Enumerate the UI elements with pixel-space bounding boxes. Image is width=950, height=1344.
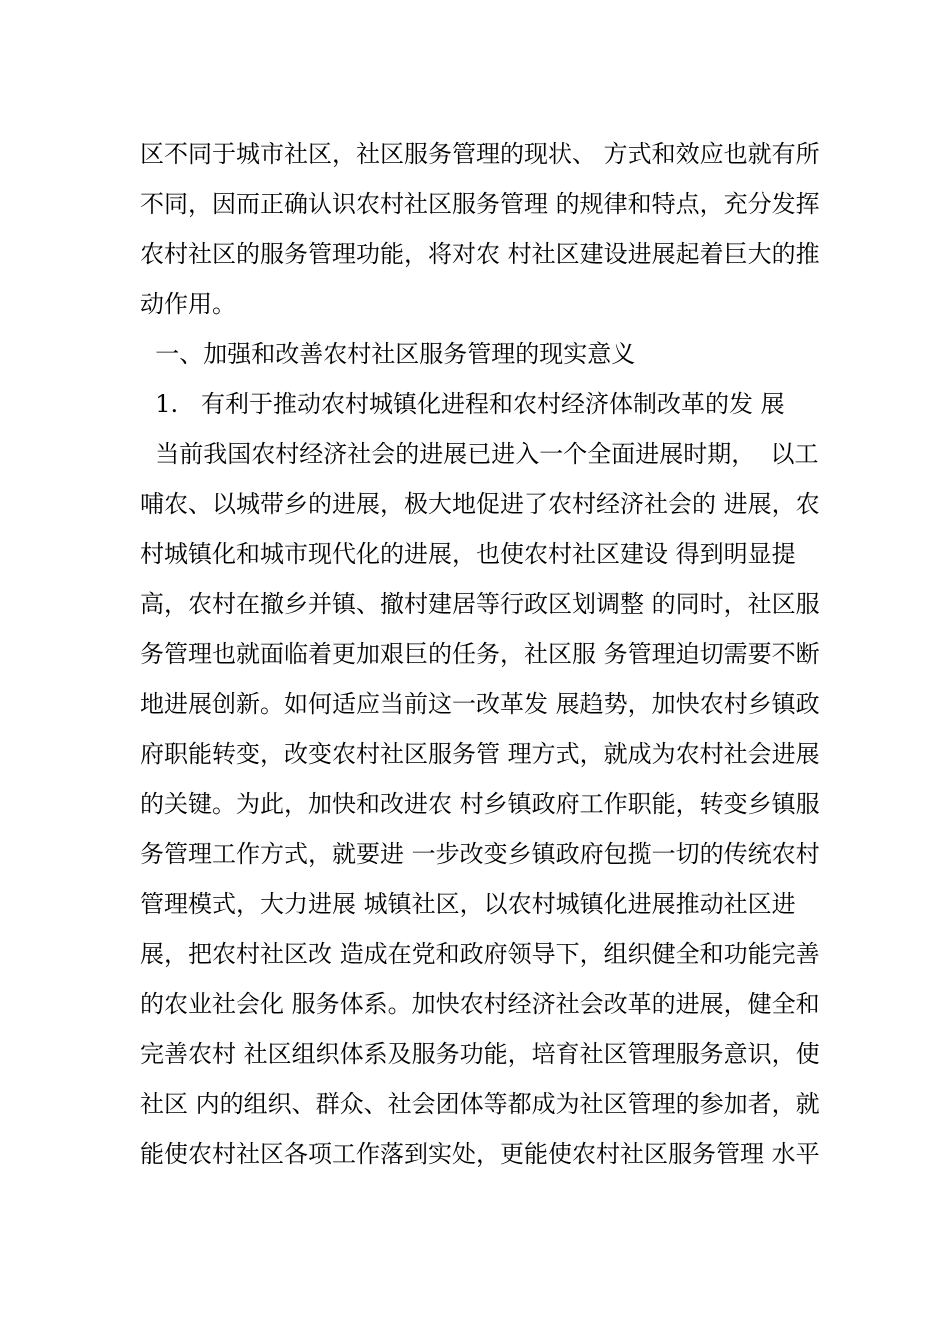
text-line: 管理模式，大力进展 城镇社区，以农村城镇化进展推动社区进 — [140, 890, 796, 918]
text-line: 府职能转变，改变农村社区服务管 理方式，就成为农村社会进展 — [140, 740, 820, 768]
text-line: 农村社区的服务管理功能，将对农 村社区建设进展起着巨大的推 — [140, 240, 820, 268]
section-heading: 一、加强和改善农村社区服务管理的现实意义 — [140, 340, 636, 368]
text-line: 务管理也就面临着更加艰巨的任务，社区服 务管理迫切需要不断 — [140, 640, 820, 668]
text-line: 的农业社会化 服务体系。加快农村经济社会改革的进展，健全和 — [140, 990, 820, 1018]
text-line: 动作用。 — [140, 290, 236, 318]
text-line: 社区 内的组织、群众、社会团体等都成为社区管理的参加者，就 — [140, 1090, 820, 1118]
text-line: 高，农村在撤乡并镇、撤村建居等行政区划调整 的同时，社区服 — [140, 590, 820, 618]
text-line: 不同，因而正确认识农村社区服务管理 的规律和特点，充分发挥 — [140, 190, 820, 218]
text-line: 务管理工作方式，就要进 一步改变乡镇政府包揽一切的传统农村 — [140, 840, 820, 868]
text-line: 区不同于城市社区，社区服务管理的现状、 方式和效应也就有所 — [140, 140, 820, 168]
subsection-heading: 1. 有利于推动农村城镇化进程和农村经济体制改革的发 展 — [140, 390, 785, 418]
text-line: 能使农村社区各项工作落到实处，更能使农村社区服务管理 水平 — [140, 1140, 820, 1168]
text-line: 展，把农村社区改 造成在党和政府领导下，组织健全和功能完善 — [140, 940, 820, 968]
text-line: 村城镇化和城市现代化的进展，也使农村社区建设 得到明显提 — [140, 540, 796, 568]
text-line: 完善农村 社区组织体系及服务功能，培育社区管理服务意识，使 — [140, 1040, 820, 1068]
text-line: 地进展创新。如何适应当前这一改革发 展趋势，加快农村乡镇政 — [140, 690, 820, 718]
text-line: 哺农、以城带乡的进展，极大地促进了农村经济社会的 进展，农 — [140, 490, 820, 518]
text-line: 当前我国农村经济社会的进展已进入一个全面进展时期， 以工 — [140, 440, 819, 468]
text-line: 的关键。为此，加快和改进农 村乡镇政府工作职能，转变乡镇服 — [140, 790, 820, 818]
